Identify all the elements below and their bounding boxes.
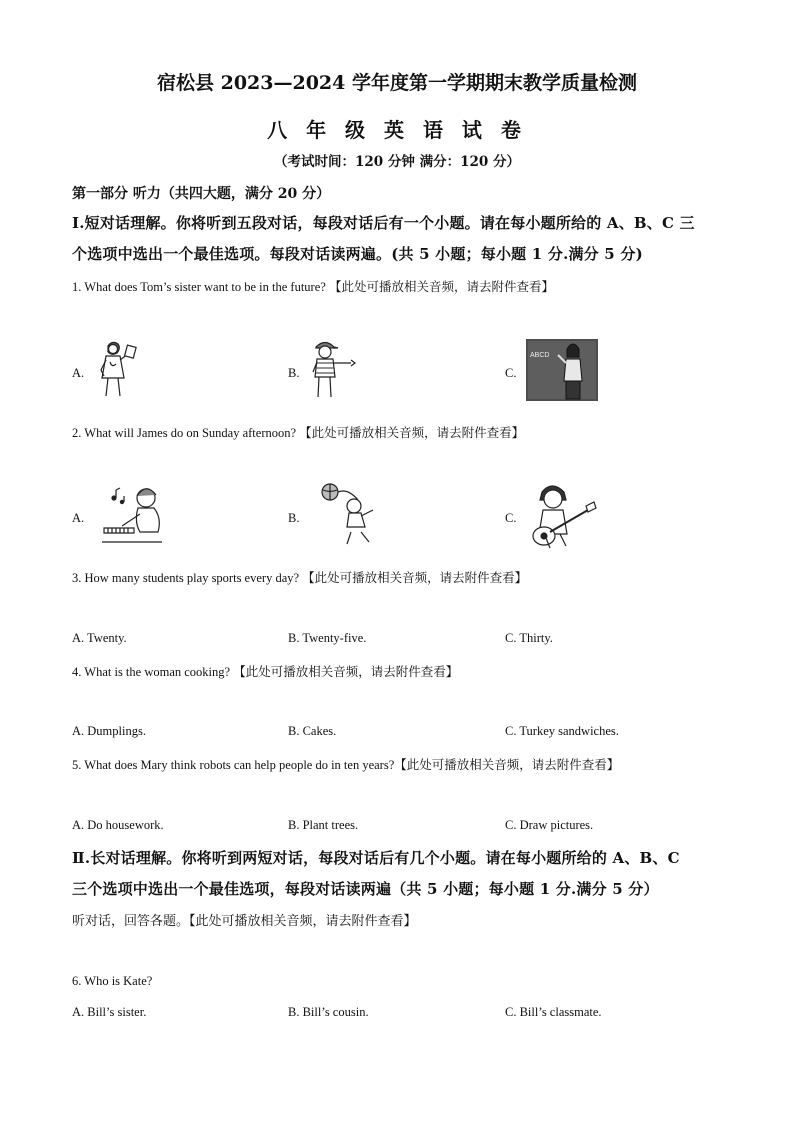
blackboard-text: ABCD: [530, 352, 550, 359]
question-2-text: 2. What will James do on Sunday afternoon? 【此处可播放相关音频，请去附件查看】: [72, 426, 525, 440]
section1-instruction-line1: I.短对话理解。你将听到五段对话，每段对话后有一个小题。请在每小题所给的 A、B、C 三: [72, 214, 695, 232]
doctor-picture: [94, 338, 142, 402]
q4-option-a: A. Dumplings.: [72, 724, 146, 738]
question-1-text: 1. What does Tom’s sister want to be in the future? 【此处可播放相关音频，请去附件查看】: [72, 280, 554, 294]
question-4-text: 4. What is the woman cooking? 【此处可播放相关音频，请去附件查看】: [72, 665, 459, 679]
q3-option-a: A. Twenty.: [72, 631, 127, 645]
exam-info: （考试时间：120 分钟 满分：120 分）: [274, 154, 520, 170]
teacher-blackboard-picture: [526, 337, 598, 401]
q2-option-a-label: A.: [72, 511, 85, 525]
q6-option-a: A. Bill’s sister.: [72, 1005, 147, 1019]
q1-option-c-label: C.: [505, 366, 517, 380]
q6-option-c: C. Bill’s classmate.: [505, 1005, 602, 1019]
q4-option-b: B. Cakes.: [288, 724, 337, 738]
playing-piano-picture: [100, 484, 168, 548]
q3-option-b: B. Twenty-five.: [288, 631, 367, 645]
q6-option-b: B. Bill’s cousin.: [288, 1005, 369, 1019]
q5-option-b: B. Plant trees.: [288, 818, 359, 832]
section2-instruction-line2: 三个选项中选出一个最佳选项，每段对话读两遍（共 5 小题；每小题 1 分.满分 5 分）: [72, 880, 659, 898]
q2-option-c-label: C.: [505, 511, 517, 525]
q5-option-c: C. Draw pictures.: [505, 818, 594, 832]
question-6-text: 6. Who is Kate?: [72, 974, 153, 988]
q4-option-c: C. Turkey sandwiches.: [505, 724, 619, 738]
exam-subtitle: 八 年 级 英 语 试 卷: [267, 118, 527, 142]
section2-instruction-line1: Ⅱ.长对话理解。你将听到两短对话，每段对话后有几个小题。请在每小题所给的 A、B、C: [72, 849, 680, 867]
playing-guitar-picture: [528, 480, 600, 552]
section2-listen-note: 听对话，回答各题。【此处可播放相关音频，请去附件查看】: [72, 913, 417, 928]
question-5-text: 5. What does Mary think robots can help people do in ten years?【此处可播放相关音频，请去附件查看】: [72, 758, 620, 772]
baseball-player-picture: [308, 337, 356, 401]
exam-title: 宿松县 2023—2024 学年度第一学期期末教学质量检测: [157, 72, 637, 94]
question-3-text: 3. How many students play sports every day? 【此处可播放相关音频，请去附件查看】: [72, 571, 528, 585]
playing-basketball-picture: [316, 482, 382, 548]
section1-instruction-line2: 个选项中选出一个最佳选项。每段对话读两遍。(共 5 小题；每小题 1 分.满分 5 分): [72, 245, 643, 263]
q1-option-b-label: B.: [288, 366, 300, 380]
part1-heading: 第一部分 听力（共四大题，满分 20 分）: [72, 186, 331, 202]
q1-option-a-label: A.: [72, 366, 85, 380]
q5-option-a: A. Do housework.: [72, 818, 164, 832]
q3-option-c: C. Thirty.: [505, 631, 553, 645]
q2-option-b-label: B.: [288, 511, 300, 525]
